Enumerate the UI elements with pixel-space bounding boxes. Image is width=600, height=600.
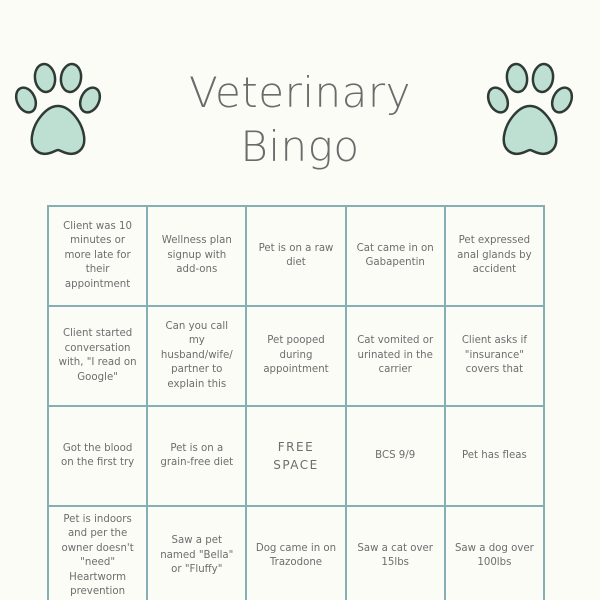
bingo-cell[interactable] (247, 307, 346, 407)
bingo-cell[interactable] (347, 207, 446, 307)
bingo-cell[interactable] (49, 407, 148, 507)
cell-text: Saw a pet named "Bella" or "Fluffy" (160, 535, 234, 576)
bingo-cell[interactable] (347, 307, 446, 407)
title-line-2: Bingo (240, 122, 360, 171)
cell-text: Client started conversation with, "I read on Google" (58, 328, 137, 383)
cell-text: BCS 9/9 (375, 449, 416, 461)
bingo-cell[interactable] (148, 207, 247, 307)
bingo-cell[interactable] (247, 507, 346, 600)
bingo-cell[interactable] (49, 507, 148, 600)
cell-text: Can you call my husband/wife/ partner to explain this (160, 320, 233, 390)
cell-text: Pet has fleas (462, 449, 527, 461)
cell-text: Saw a cat over 15lbs (357, 542, 433, 568)
cell-text: Pet expressed anal glands by accident (457, 235, 532, 276)
bingo-cell[interactable] (347, 407, 446, 507)
bingo-cell[interactable] (446, 507, 545, 600)
bingo-cell[interactable] (148, 307, 247, 407)
cell-text: Client was 10 minutes or more late for their appointment (63, 220, 132, 290)
bingo-cell[interactable] (446, 407, 545, 507)
cell-text: Cat came in on Gabapentin (356, 242, 434, 268)
cell-text: FREE SPACE (273, 440, 319, 472)
bingo-cell[interactable] (148, 507, 247, 600)
bingo-cell[interactable] (247, 207, 346, 307)
bingo-cell[interactable] (49, 207, 148, 307)
bingo-cell[interactable] (347, 507, 446, 600)
cell-text: Client asks if "insurance" covers that (461, 335, 527, 376)
paw-icon (484, 60, 576, 160)
cell-text: Pet is on a raw diet (258, 242, 334, 268)
free-space-cell[interactable] (247, 407, 346, 507)
title-line-1: Veterinary (188, 68, 412, 117)
cell-text: Pet pooped during appointment (263, 335, 329, 376)
cell-text: Pet is on a grain-free diet (160, 442, 234, 468)
bingo-cell[interactable] (148, 407, 247, 507)
bingo-board (47, 205, 545, 600)
bingo-cell[interactable] (446, 207, 545, 307)
cell-text: Dog came in on Trazodone (255, 542, 337, 568)
bingo-cell[interactable] (446, 307, 545, 407)
cell-text: Pet is indoors and per the owner doesn't "need" Heartworm prevention (61, 513, 134, 597)
bingo-cell[interactable] (49, 307, 148, 407)
cell-text: Got the blood on the first try (60, 442, 135, 468)
cell-text: Saw a dog over 100lbs (454, 542, 534, 568)
cell-text: Cat vomited or urinated in the carrier (357, 335, 434, 376)
cell-text: Wellness plan signup with add-ons (161, 235, 232, 276)
